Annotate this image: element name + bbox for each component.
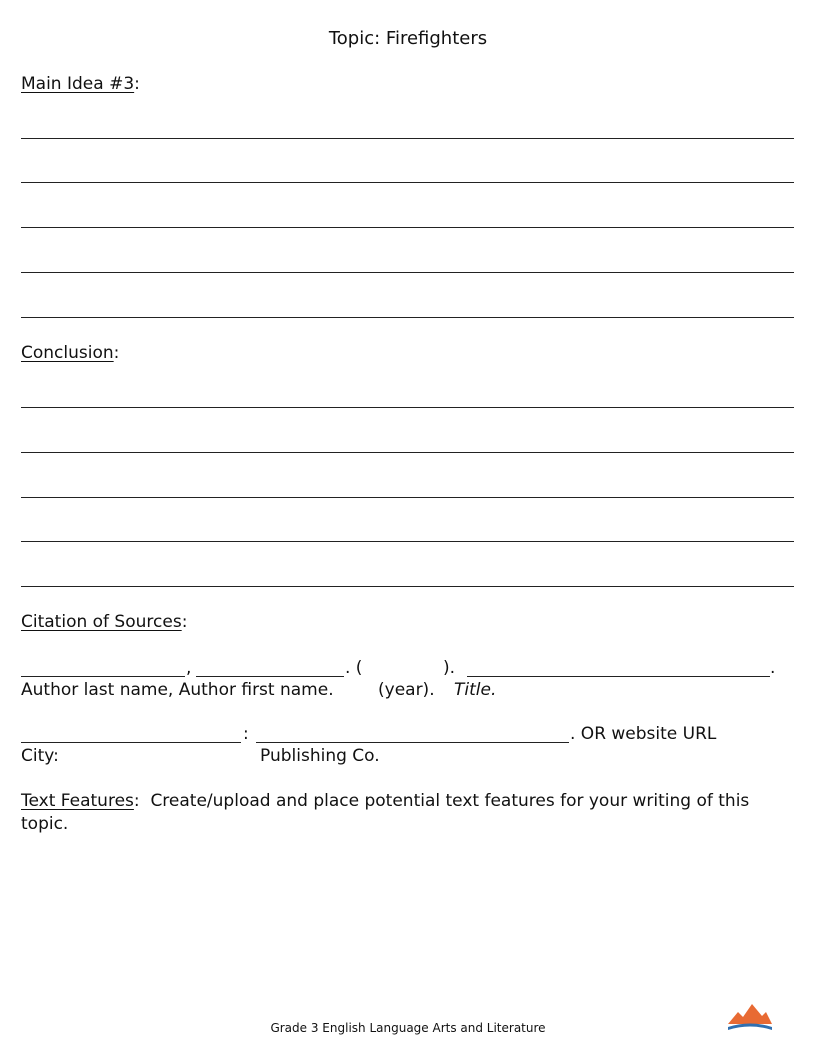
publisher-blank[interactable]: [256, 742, 569, 743]
conclusion-writing-line-3[interactable]: [21, 497, 794, 498]
citation-comma: ,: [186, 658, 192, 678]
title-blank[interactable]: [467, 676, 770, 677]
main-idea-writing-line-4[interactable]: [21, 272, 794, 273]
main-idea-label: Main Idea #3: [21, 74, 135, 94]
text-features-colon: :: [133, 791, 140, 811]
text-features-label: Text Features: [21, 791, 134, 811]
main-idea-writing-line-3[interactable]: [21, 227, 794, 228]
footer-text: Grade 3 English Language Arts and Literature: [270, 1021, 546, 1035]
or-website-url: . OR website URL: [570, 724, 717, 744]
citation-heading: [21, 612, 187, 632]
main-idea-writing-line-2[interactable]: [21, 182, 794, 183]
author-caption: Author last name, Author first name.: [21, 680, 334, 700]
citation-colon-2: :: [243, 724, 249, 744]
conclusion-writing-line-4[interactable]: [21, 541, 794, 542]
citation-close-paren: ).: [443, 658, 456, 678]
main-idea-writing-line-5[interactable]: [21, 317, 794, 318]
city-caption: City:: [21, 746, 59, 766]
main-idea-writing-line-1[interactable]: [21, 138, 794, 139]
publisher-logo-icon: [726, 1000, 774, 1034]
text-features-heading: [21, 791, 749, 811]
main-idea-heading: [21, 74, 140, 94]
author-last-name-blank[interactable]: [21, 676, 185, 677]
citation-end-period: .: [770, 658, 776, 678]
title-caption: Title.: [454, 680, 497, 700]
conclusion-heading: [21, 343, 119, 363]
citation-period-open-paren: . (: [345, 658, 363, 678]
year-caption: (year).: [378, 680, 435, 700]
logo-wave-shape: [728, 1024, 772, 1031]
publisher-caption: Publishing Co.: [260, 746, 380, 766]
page-title: Topic: Firefighters: [328, 28, 488, 49]
text-features-instruction: Create/upload and place potential text features for your writing of this: [150, 791, 750, 811]
conclusion-label: Conclusion: [21, 343, 114, 363]
city-blank[interactable]: [21, 742, 241, 743]
main-idea-colon: :: [134, 74, 140, 94]
author-first-name-blank[interactable]: [196, 676, 344, 677]
logo-mountain-shape: [728, 1004, 772, 1024]
citation-colon: :: [181, 612, 188, 632]
text-features-instruction-continued: topic.: [21, 814, 69, 834]
conclusion-writing-line-1[interactable]: [21, 407, 794, 408]
conclusion-colon: :: [113, 343, 120, 363]
year-blank[interactable]: [372, 676, 438, 677]
conclusion-writing-line-2[interactable]: [21, 452, 794, 453]
conclusion-writing-line-5[interactable]: [21, 586, 794, 587]
citation-label: Citation of Sources: [21, 612, 182, 632]
